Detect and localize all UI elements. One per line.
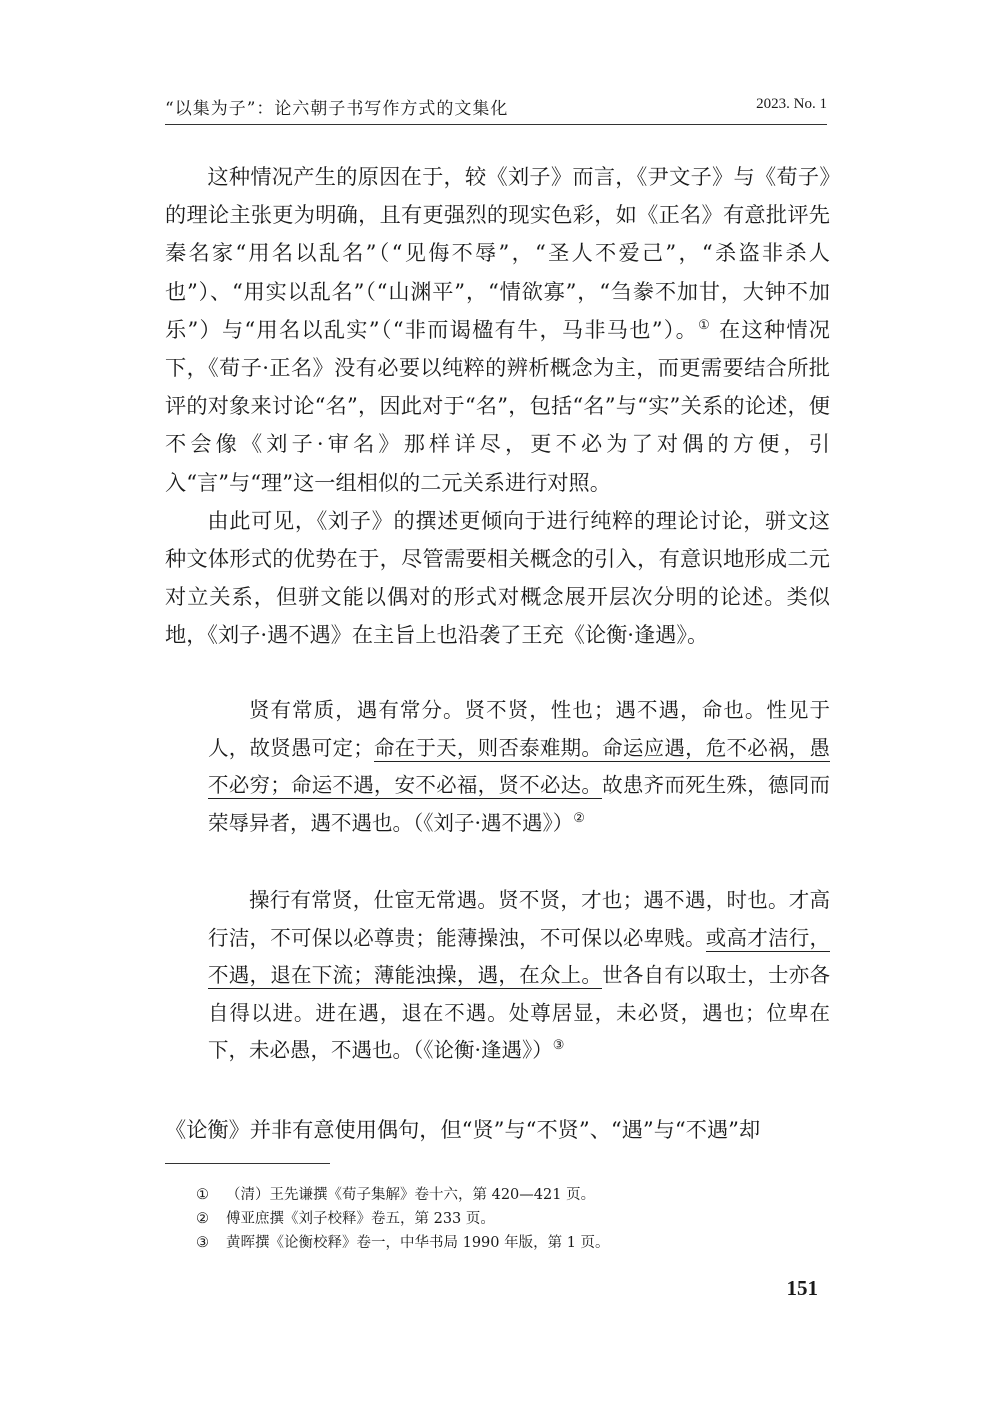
running-header — [165, 92, 827, 125]
paragraph-3: 《论衡》并非有意使用偶句，但“贤”与“不贤”、“遇”与“不遇”却 — [165, 1117, 761, 1142]
paragraph-1 — [165, 158, 830, 502]
footnote-ref-2[interactable]: ② — [573, 810, 585, 826]
footnote-1 — [196, 1183, 610, 1207]
footnote-1-mark: ① — [196, 1187, 209, 1203]
journal-issue: 2023. No. 1 — [756, 96, 827, 112]
quote-1-before: 贤有常质，遇有常分。贤不贤，性也；遇不遇，命也。性见于人，故贤愚可定； — [208, 698, 830, 760]
main-text-block-top — [165, 158, 830, 655]
footnote-divider — [165, 1163, 330, 1164]
block-quote-2 — [208, 882, 830, 1070]
footnote-2 — [196, 1207, 610, 1231]
quote-2-underlined: 或高才洁行，不遇，退在下流；薄能浊操，遇，在众上。 — [208, 925, 831, 987]
footnote-3-text: 黄晖撰《论衡校释》卷一，中华书局 1990 年版，第 1 页。 — [226, 1235, 610, 1251]
quote-1-after: 故患齐而死生殊，德同而荣辱异者，遇不遇也。（《刘子·遇不遇》） — [208, 773, 831, 835]
footnote-2-mark: ② — [196, 1211, 209, 1227]
quote-2-after: 世各自有以取士，士亦各自得以进。进在遇，退在不遇。处尊居显，未必贤，遇也；位卑在下，未必愚，不遇也。（《论衡·逢遇》） — [208, 963, 831, 1062]
block-quote-1 — [208, 692, 830, 842]
footnote-3 — [196, 1231, 610, 1255]
footnote-ref-1[interactable]: ① — [698, 317, 712, 333]
paragraph-2: 由此可见，《刘子》的撰述更倾向于进行纯粹的理论讨论，骈文这种文体形式的优势在于，尽管需要相关概念的引入，有意识地形成二元对立关系，但骈文能以偶对的形式对概念展开层次分明的论述。类似地，《刘子·遇不遇》在主旨上也沿袭了王充《论衡·逢遇》。 — [165, 507, 830, 648]
paragraph-1-text: 这种情况产生的原因在于，较《刘子》而言，《尹文子》与《荀子》的理论主张更为明确，且有更强烈的现实色彩，如《正名》有意批评先秦名家“用名以乱名”（“见侮不辱”，“圣人不爱己”，“杀盗非杀人也”）、“用实以乱名”（“山渊平”，“情欲寡”，“刍豢不加甘，大钟不加乐”）与“用名以乱实”（“非而谒楹有牛，马非马也”）。 — [165, 164, 830, 342]
footnote-3-mark: ③ — [196, 1235, 209, 1251]
page-number: 151 — [786, 1276, 818, 1300]
footnote-2-text: 傅亚庶撰《刘子校释》卷五，第 233 页。 — [226, 1211, 495, 1227]
footnotes — [196, 1183, 610, 1255]
journal-article-title: “以集为子”：论六朝子书写作方式的文集化 — [165, 99, 509, 119]
paragraph-1-text-after: 在这种情况下，《荀子·正名》没有必要以纯粹的辨析概念为主，而更需要结合所批评的对象来讨论“名”，因此对于“名”，包括“名”与“实”关系的论述，便不会像《刘子·审名》那样详尽，更不必为了对偶的方便，引入“言”与“理”这一组相似的二元关系进行对照。 — [165, 316, 830, 495]
quote-1-underlined: 命在于天，则否泰难期。命运应遇，危不必祸，愚不必穷；命运不遇，安不必福，贤不必达。 — [208, 735, 831, 797]
footnote-ref-3[interactable]: ③ — [552, 1038, 565, 1053]
footnote-1-text: （清）王先谦撰《荀子集解》卷十六，第 420—421 页。 — [226, 1187, 596, 1203]
main-text-block-bottom — [165, 1111, 830, 1149]
quote-2-before: 操行有常贤，仕宦无常遇。贤不贤，才也；遇不遇，时也。才高行洁，不可保以必尊贵；能薄操浊，不可保以必卑贱。 — [208, 888, 830, 950]
